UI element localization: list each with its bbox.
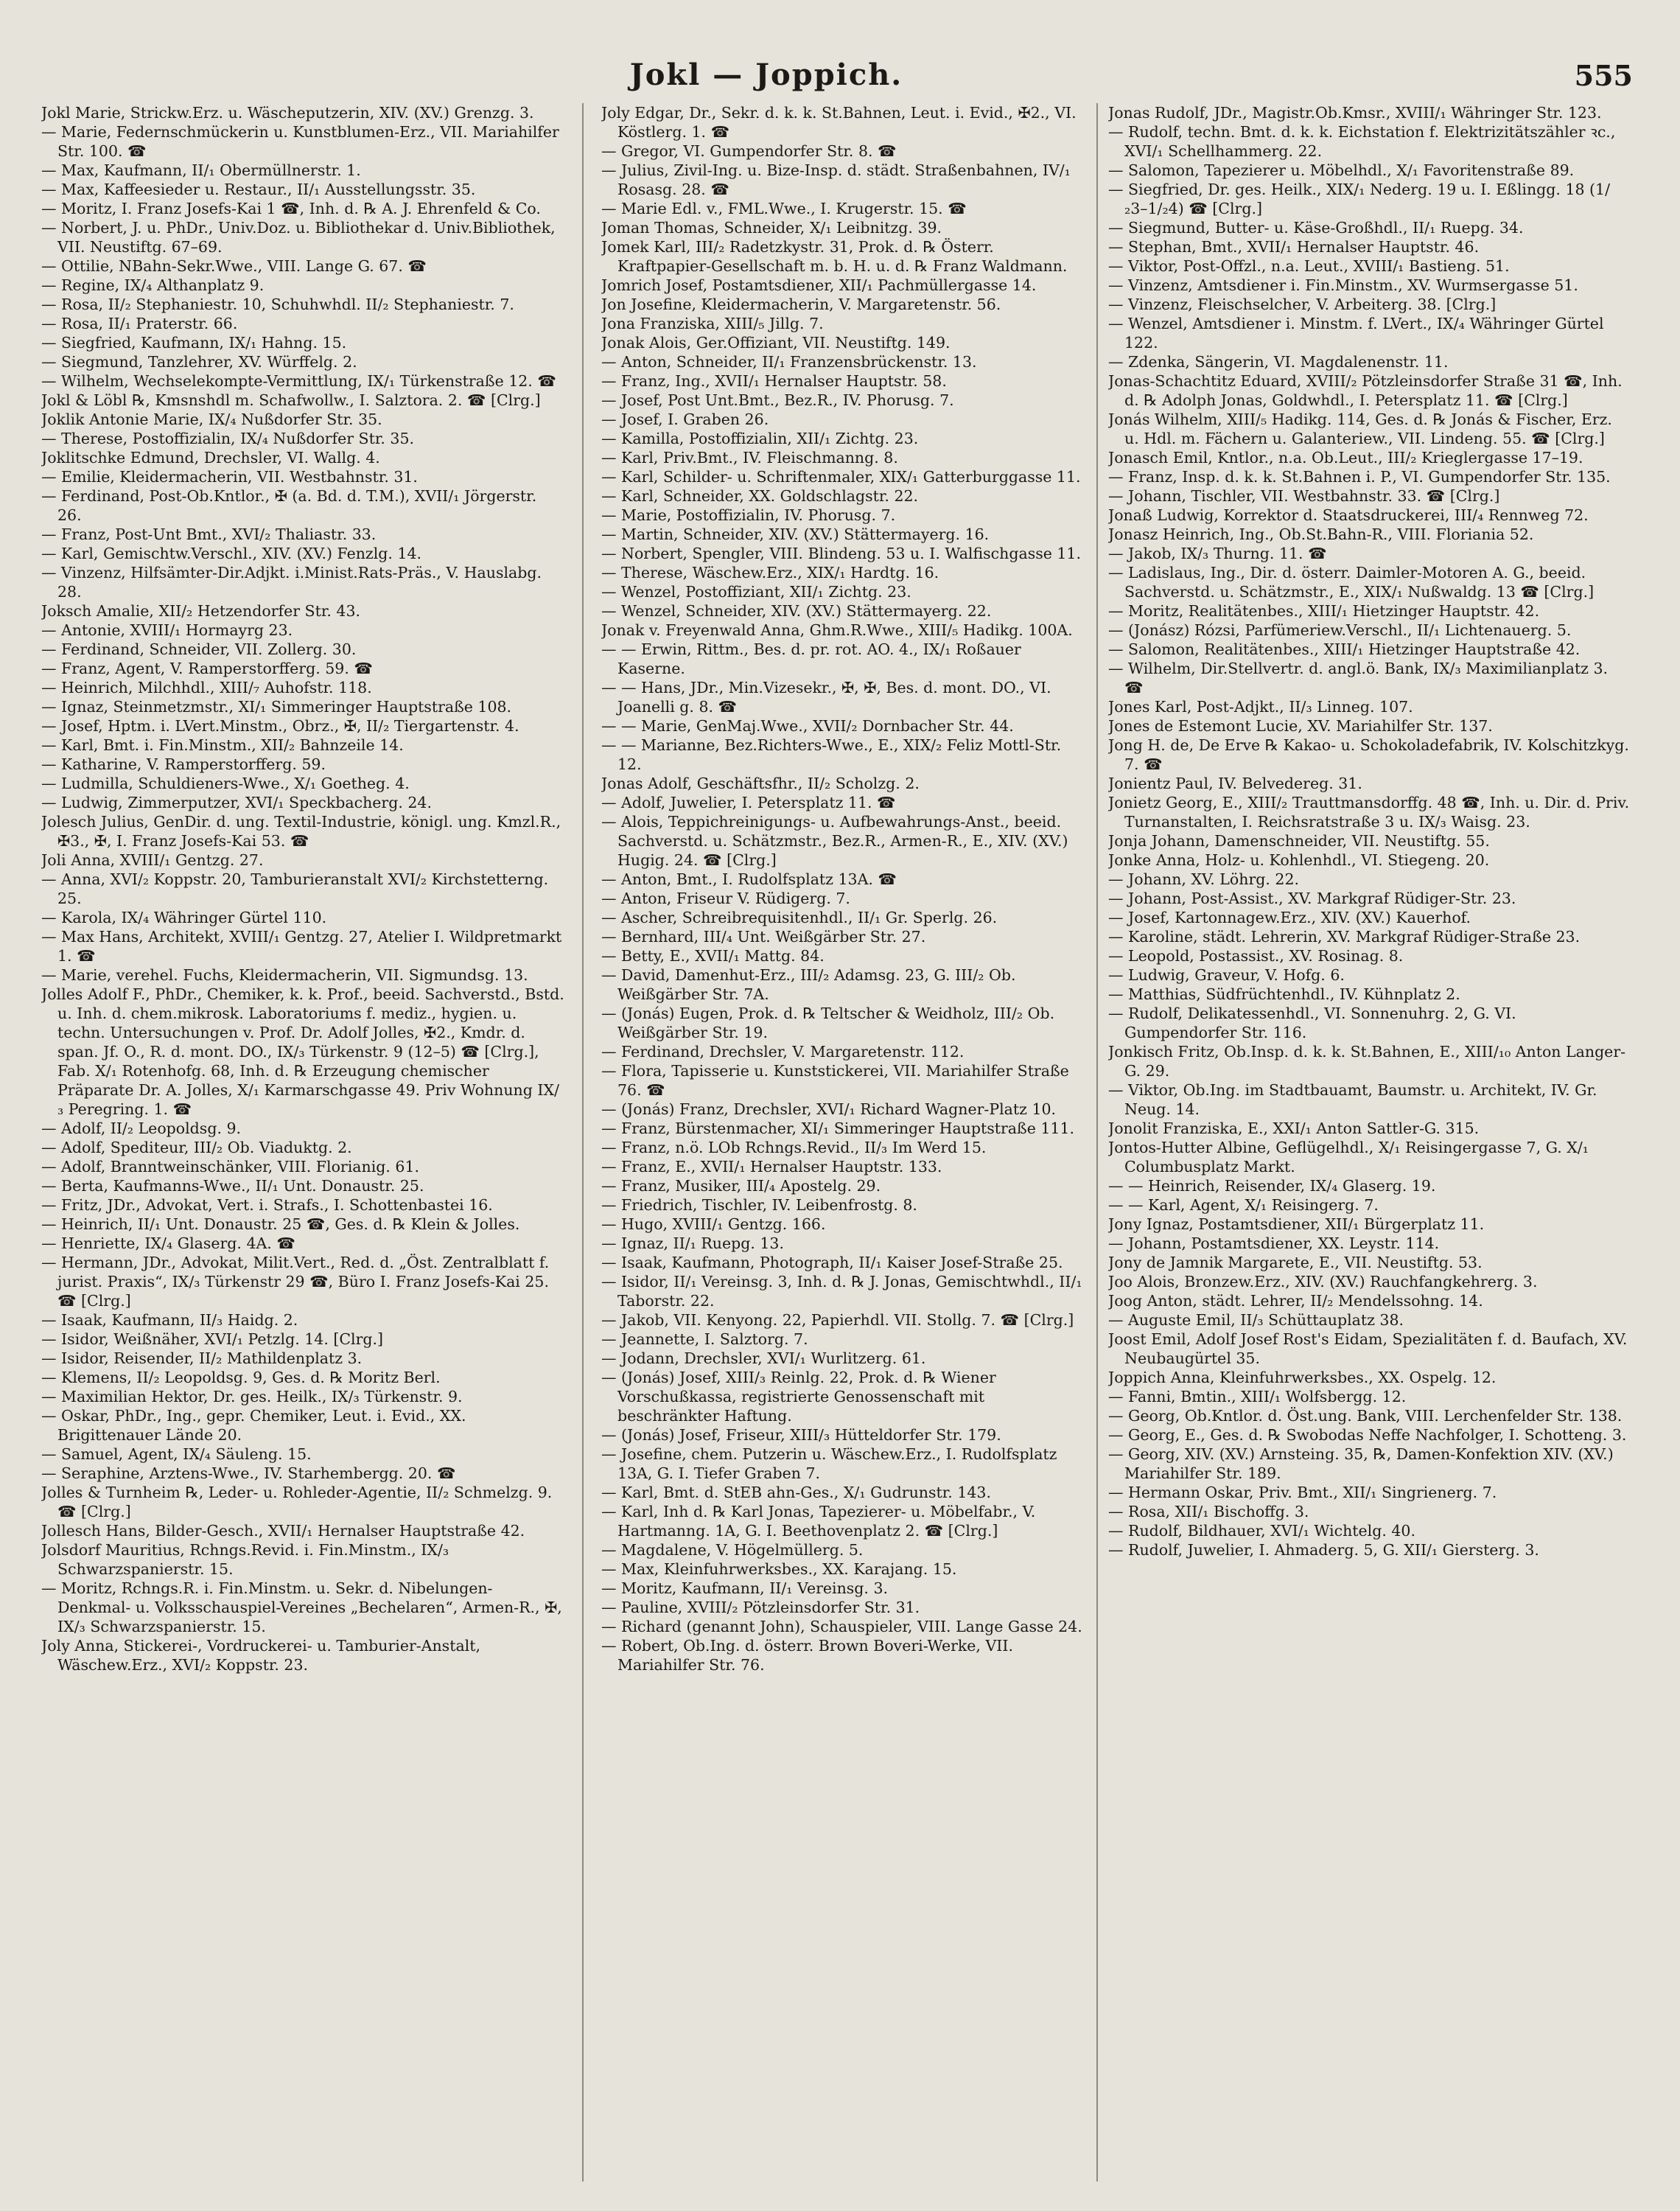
directory-entry: Jon Josefine, Kleidermacherin, V. Margaretenstr. 56. [601,296,1001,313]
directory-entry: — Jeannette, I. Salztorg. 7. [601,1330,808,1348]
directory-entry: — Marie, Federnschmückerin u. Kunstblumen-Erz., VII. Mariahilfer Str. 100. ☎ [41,123,559,160]
directory-entry: Jokl & Löbl ℞, Kmsnshdl m. Schafwollw., I. Salztora. 2. ☎ [Clrg.] [41,391,541,409]
directory-entry: — Adolf, Branntweinschänker, VIII. Florianig. 61. [41,1158,420,1176]
directory-entry: Jontos-Hutter Albine, Geflügelhdl., X/₁ Reisingergasse 7, G. X/₁ Columbusplatz Markt. [1108,1139,1589,1176]
directory-entry: — Franz, Musiker, III/₄ Apostelg. 29. [601,1177,881,1195]
directory-entry: — Jodann, Drechsler, XVI/₁ Wurlitzerg. 61. [601,1349,926,1367]
directory-entry: Jona Franziska, XIII/₅ Jillg. 7. [601,315,824,332]
directory-entry: Joo Alois, Bronzew.Erz., XIV. (XV.) Rauchfangkehrerg. 3. [1108,1273,1538,1290]
directory-entry: Jokl Marie, Strickw.Erz. u. Wäscheputzerin, XIV. (XV.) Grenzg. 3. [41,104,534,122]
directory-entry: — Ignaz, Steinmetzmstr., XI/₁ Simmeringer Hauptstraße 108. [41,698,512,716]
directory-entry: — Ferdinand, Schneider, VII. Zollerg. 30. [41,640,357,658]
directory-entry: — Hermann Oskar, Priv. Bmt., XII/₁ Singrienerg. 7. [1108,1484,1497,1501]
directory-entry: — (Jonász) Rózsi, Parfümeriew.Verschl., II/₁ Lichtenauerg. 5. [1108,621,1572,639]
directory-entry: — Katharine, V. Ramperstorfferg. 59. [41,755,326,773]
directory-entry: Jonientz Paul, IV. Belvedereg. 31. [1108,775,1362,792]
directory-entry: Jonaß Ludwig, Korrektor d. Staatsdruckerei, III/₄ Rennweg 72. [1108,506,1589,524]
directory-entry: — Max, Kleinfuhrwerksbes., XX. Karajang. 15. [601,1560,957,1578]
directory-entry: Jony Ignaz, Postamtsdiener, XII/₁ Bürgerplatz 11. [1108,1215,1485,1233]
directory-entry: Jolles & Turnheim ℞, Leder- u. Rohleder-Agentie, II/₂ Schmelzg. 9. ☎ [Clrg.] [41,1484,553,1520]
directory-entry: — Isidor, II/₁ Vereinsg. 3, Inh. d. ℞ J. Jonas, Gemischtwhdl., II/₁ Taborstr. 22. [601,1273,1082,1310]
directory-entry: Jonak v. Freyenwald Anna, Ghm.R.Wwe., XIII/₅ Hadikg. 100A. [601,621,1073,639]
directory-entry: — Franz, Post-Unt Bmt., XVI/₂ Thaliastr. 33. [41,525,377,543]
directory-entry: — Ferdinand, Drechsler, V. Margaretenstr. 112. [601,1043,965,1061]
directory-entry: — Franz, Bürstenmacher, XI/₁ Simmeringer Hauptstraße 111. [601,1120,1075,1137]
directory-entry: — Max Hans, Architekt, XVIII/₁ Gentzg. 27, Atelier I. Wildpretmarkt 1. ☎ [41,928,562,965]
directory-entry: — — Marianne, Bez.Richters-Wwe., E., XIX/₂ Feliz Mottl-Str. 12. [601,736,1062,773]
directory-entry: — Siegmund, Butter- u. Käse-Großhdl., II/₁ Ruepg. 34. [1108,219,1524,237]
directory-entry: Joksch Amalie, XII/₂ Hetzendorfer Str. 43. [41,602,361,620]
directory-entry: — Bernhard, III/₄ Unt. Weißgärber Str. 27. [601,928,926,946]
directory-entry: — Therese, Wäschew.Erz., XIX/₁ Hardtg. 16. [601,564,939,581]
directory-entry: — Karl, Bmt. i. Fin.Minstm., XII/₂ Bahnzeile 14. [41,736,404,754]
directory-entry: — Heinrich, Milchhdl., XIII/₇ Auhofstr. 118. [41,679,372,696]
directory-entry: — Richard (genannt John), Schauspieler, VIII. Lange Gasse 24. [601,1618,1082,1635]
directory-entry: — Georg, E., Ges. d. ℞ Swobodas Neffe Nachfolger, I. Schotteng. 3. [1108,1426,1627,1444]
directory-entry: Joppich Anna, Kleinfuhrwerksbes., XX. Ospelg. 12. [1108,1369,1497,1386]
directory-entry: Jony de Jamnik Margarete, E., VII. Neustiftg. 53. [1108,1254,1483,1271]
directory-entry: Jomrich Josef, Postamtsdiener, XII/₁ Pachmüllergasse 14. [601,276,1037,294]
directory-entry: — Josef, I. Graben 26. [601,411,769,428]
directory-entry: — Georg, XIV. (XV.) Arnsteing. 35, ℞, Damen-Konfektion XIV. (XV.) Mariahilfer Str. 189. [1108,1445,1614,1482]
directory-entry: — Adolf, Spediteur, III/₂ Ob. Viaduktg. 2. [41,1139,352,1156]
directory-entry: — Julius, Zivil-Ing. u. Bize-Insp. d. städt. Straßenbahnen, IV/₁ Rosasg. 28. ☎ [601,161,1071,198]
directory-entry: — Stephan, Bmt., XVII/₁ Hernalser Hauptstr. 46. [1108,238,1480,256]
directory-entry: — Adolf, Juwelier, I. Petersplatz 11. ☎ [601,794,896,811]
directory-entry: — Ferdinand, Post-Ob.Kntlor., ✠ (a. Bd. d. T.M.), XVII/₁ Jörgerstr. 26. [41,487,537,524]
directory-entry: — Karl, Schilder- u. Schriftenmaler, XIX/₁ Gatterburggasse 11. [601,468,1081,486]
directory-entry: Jolesch Julius, GenDir. d. ung. Textil-Industrie, königl. ung. Kmzl.R., ✠3., ✠, I. Franz Josefs-Kai 53. ☎ [41,813,561,850]
directory-entry: — Moritz, I. Franz Josefs-Kai 1 ☎, Inh. d. ℞ A. J. Ehrenfeld & Co. [41,200,541,217]
directory-entry: Joost Emil, Adolf Josef Rost's Eidam, Spezialitäten f. d. Baufach, XV. Neubaugürtel 35. [1108,1330,1628,1367]
directory-entry: — Flora, Tapisserie u. Kunststickerei, VII. Mariahilfer Straße 76. ☎ [601,1062,1069,1099]
directory-entry: — Anton, Schneider, II/₁ Franzensbrückenstr. 13. [601,353,977,371]
directory-entry: Joklitschke Edmund, Drechsler, VI. Wallg. 4. [41,449,380,467]
directory-entry: — Betty, E., XVII/₁ Mattg. 84. [601,947,825,965]
directory-entry: — Rudolf, Delikatessenhdl., VI. Sonnenuhrg. 2, G. VI. Gumpendorfer Str. 116. [1108,1005,1516,1041]
directory-entry: Jonke Anna, Holz- u. Kohlenhdl., VI. Stiegeng. 20. [1108,851,1490,869]
directory-entry: — Kamilla, Postoffizialin, XII/₁ Zichtg. 23. [601,430,919,447]
directory-entry: Jonas Rudolf, JDr., Magistr.Ob.Kmsr., XVIII/₁ Währinger Str. 123. [1108,104,1602,122]
directory-entry: — Rosa, XII/₁ Bischoffg. 3. [1108,1503,1309,1520]
directory-entry: — Salomon, Realitätenbes., XIII/₁ Hietzinger Hauptstraße 42. [1108,640,1581,658]
directory-entry: — Siegmund, Tanzlehrer, XV. Würffelg. 2. [41,353,357,371]
directory-entry: — Wilhelm, Wechselekompte-Vermittlung, IX/₁ Türkenstraße 12. ☎ [41,372,556,390]
directory-entry: — Maximilian Hektor, Dr. ges. Heilk., IX/₃ Türkenstr. 9. [41,1388,463,1405]
directory-entry: — Isaak, Kaufmann, Photograph, II/₁ Kaiser Josef-Straße 25. [601,1254,1063,1271]
directory-entry: — Marie, Postoffizialin, IV. Phorusg. 7. [601,506,896,524]
directory-entry: — Emilie, Kleidermacherin, VII. Westbahnstr. 31. [41,468,418,486]
directory-entry: — (Jonás) Josef, Friseur, XIII/₃ Hütteldorfer Str. 179. [601,1426,1001,1444]
directory-entry: — Isidor, Weißnäher, XVI/₁ Petzlg. 14. [Clrg.] [41,1330,384,1348]
directory-entry: Jong H. de, De Erve ℞ Kakao- u. Schokoladefabrik, IV. Kolschitzkyg. 7. ☎ [1108,736,1629,773]
directory-entry: — Rudolf, Bildhauer, XVI/₁ Wichtelg. 40. [1108,1522,1415,1540]
directory-entry: — Anton, Friseur V. Rüdigerg. 7. [601,890,850,907]
directory-entry: — Isidor, Reisender, II/₂ Mathildenplatz 3. [41,1349,363,1367]
directory-entry: — Josef, Post Unt.Bmt., Bez.R., IV. Phorusg. 7. [601,391,954,409]
directory-entry: — Jakob, VII. Kenyong. 22, Papierhdl. VII. Stollg. 7. ☎ [Clrg.] [601,1311,1074,1329]
directory-entry: — Karl, Priv.Bmt., IV. Fleischmanng. 8. [601,449,898,467]
running-head [0,57,1680,102]
directory-entry: — Klemens, II/₂ Leopoldsg. 9, Ges. d. ℞ Moritz Berl. [41,1369,441,1386]
directory-entry: — Max, Kaffeesieder u. Restaur., II/₁ Ausstellungsstr. 35. [41,181,476,198]
directory-entry: Jollesch Hans, Bilder-Gesch., XVII/₁ Hernalser Hauptstraße 42. [41,1522,525,1540]
directory-entry: — Karoline, städt. Lehrerin, XV. Markgraf Rüdiger-Straße 23. [1108,928,1581,946]
directory-entry: — Franz, Insp. d. k. k. St.Bahnen i. P., VI. Gumpendorfer Str. 135. [1108,468,1611,486]
directory-entry: — Matthias, Südfrüchtenhdl., IV. Kühnplatz 2. [1108,985,1460,1003]
directory-entry: Joog Anton, städt. Lehrer, II/₂ Mendelssohng. 14. [1108,1292,1483,1310]
directory-entry: Joli Anna, XVIII/₁ Gentzg. 27. [41,851,264,869]
directory-entry: — Ludwig, Zimmerputzer, XVI/₁ Speckbacherg. 24. [41,794,432,811]
directory-entry: — Fanni, Bmtin., XIII/₁ Wolfsbergg. 12. [1108,1388,1407,1405]
directory-entry: — Viktor, Ob.Ing. im Stadtbauamt, Baumstr. u. Architekt, IV. Gr. Neug. 14. [1108,1081,1597,1118]
directory-entry: — Karl, Inh d. ℞ Karl Jonas, Tapezierer- u. Möbelfabr., V. Hartmanng. 1A, G. I. Beethovenplatz 2. ☎ [Clrg.] [601,1503,1036,1540]
directory-entry: — Karl, Schneider, XX. Goldschlagstr. 22. [601,487,919,505]
directory-entry: — Wenzel, Schneider, XIV. (XV.) Stättermayerg. 22. [601,602,992,620]
directory-entry: — Rosa, II/₂ Stephaniestr. 10, Schuhwhdl. II/₂ Stephaniestr. 7. [41,296,514,313]
directory-entry: Joly Anna, Stickerei-, Vordruckerei- u. Tamburier-Anstalt, Wäschew.Erz., XVI/₂ Koppstr. 23. [41,1637,480,1674]
directory-entry: Jonas-Schachtitz Eduard, XVIII/₂ Pötzleinsdorfer Straße 31 ☎, Inh. d. ℞ Adolph Jonas, Goldwhdl., I. Petersplatz 11. ☎ [Clrg.] [1108,372,1623,409]
column-divider [582,103,584,2182]
directory-entry: — Oskar, PhDr., Ing., gepr. Chemiker, Leut. i. Evid., XX. Brigittenauer Lände 20. [41,1407,466,1444]
directory-entry: — Karola, IX/₄ Währinger Gürtel 110. [41,909,327,926]
directory-entry: Jones Karl, Post-Adjkt., II/₃ Linneg. 107. [1108,698,1413,716]
column-divider [1096,103,1098,2182]
directory-entry: — Anton, Bmt., I. Rudolfsplatz 13A. ☎ [601,870,897,888]
directory-entry: Jonkisch Fritz, Ob.Insp. d. k. k. St.Bahnen, E., XIII/₁₀ Anton Langer-G. 29. [1108,1043,1626,1080]
directory-entry: Jonás Wilhelm, XIII/₅ Hadikg. 114, Ges. d. ℞ Jonás & Fischer, Erz. u. Hdl. m. Fächern u. Galanteriew., VII. Lindeng. 55. ☎ [Clrg.] [1108,411,1612,447]
directory-entry: — Auguste Emil, II/₃ Schüttauplatz 38. [1108,1311,1404,1329]
directory-entry: — Ludmilla, Schuldieners-Wwe., X/₁ Goetheg. 4. [41,775,410,792]
directory-entry: — — Karl, Agent, X/₁ Reisingerg. 7. [1108,1196,1379,1214]
directory-entry: — Johann, Tischler, VII. Westbahnstr. 33. ☎ [Clrg.] [1108,487,1500,505]
directory-entry: — (Jonás) Eugen, Prok. d. ℞ Teltscher & Weidholz, III/₂ Ob. Weißgärber Str. 19. [601,1005,1055,1041]
directory-entry: — Wilhelm, Dir.Stellvertr. d. angl.ö. Bank, IX/₃ Maximilianplatz 3. ☎ [1108,660,1609,696]
directory-entry: — Max, Kaufmann, II/₁ Obermüllnerstr. 1. [41,161,361,179]
directory-entry: — Magdalene, V. Högelmüllerg. 5. [601,1541,864,1559]
directory-entry: — Georg, Ob.Kntlor. d. Öst.ung. Bank, VIII. Lerchenfelder Str. 138. [1108,1407,1623,1425]
directory-entry: — Vinzenz, Fleischselcher, V. Arbeiterg. 38. [Clrg.] [1108,296,1497,313]
directory-entry: — Anna, XVI/₂ Koppstr. 20, Tamburieranstalt XVI/₂ Kirchstetterng. 25. [41,870,549,907]
directory-entry: Jones de Estemont Lucie, XV. Mariahilfer Str. 137. [1108,717,1493,735]
directory-entry: — Franz, n.ö. LOb Rchngs.Revid., II/₃ Im Werd 15. [601,1139,987,1156]
directory-entry: — Ascher, Schreibrequisitenhdl., II/₁ Gr. Sperlg. 26. [601,909,998,926]
directory-entry: — Therese, Postoffizialin, IX/₄ Nußdorfer Str. 35. [41,430,415,447]
directory-entry: — Norbert, J. u. PhDr., Univ.Doz. u. Bibliothekar d. Univ.Bibliothek, VII. Neustiftg. 67–69. [41,219,556,256]
directory-entry: Joman Thomas, Schneider, X/₁ Leibnitzg. 39. [601,219,942,237]
directory-entry: — Hermann, JDr., Advokat, Milit.Vert., Red. d. „Öst. Zentralblatt f. jurist. Praxis“, IX/₃ Türkenstr 29 ☎, Büro I. Franz Josefs-Kai 25. ☎ [Clrg.] [41,1254,550,1310]
directory-entry: — Norbert, Spengler, VIII. Blindeng. 53 u. I. Walfischgasse 11. [601,545,1081,562]
directory-entry: — (Jonás) Josef, XIII/₃ Reinlg. 22, Prok. d. ℞ Wiener Vorschußkassa, registrierte Genossenschaft mit beschränkter Haftung. [601,1369,996,1425]
directory-entry: — Ludwig, Graveur, V. Hofg. 6. [1108,966,1345,984]
directory-entry: — Josefine, chem. Putzerin u. Wäschew.Erz., I. Rudolfsplatz 13A, G. I. Tiefer Graben 7. [601,1445,1057,1482]
directory-entry: — Franz, E., XVII/₁ Hernalser Hauptstr. 133. [601,1158,942,1176]
directory-entry: — Moritz, Realitätenbes., XIII/₁ Hietzinger Hauptstr. 42. [1108,602,1540,620]
directory-entry: — Johann, Post-Assist., XV. Markgraf Rüdiger-Str. 23. [1108,890,1516,907]
directory-entry: Jolles Adolf F., PhDr., Chemiker, k. k. Prof., beeid. Sachverstd., Bstd. u. Inh. d. chem.mikrosk. Laboratoriums f. mediz., hygien. u. techn. Untersuchungen v. Prof. Dr. Adolf Jolles, ✠2., Kmdr. d. span. Jf. O., R. d. mont. DO., IX/₃ Türkenstr. 9 (12–5) ☎ [Clrg.], Fab. X/₁ Rotenhofg. 68, Inh. d. ℞ Erzeugung chemischer Präparate Dr. A. Jolles, X/₁ Karmarschgasse 49. Priv Wohnung IX/₃ Peregring. 1. ☎ [41,985,564,1118]
directory-entry: — Antonie, XVIII/₁ Hormayrg 23. [41,621,293,639]
directory-entry: — Robert, Ob.Ing. d. österr. Brown Boveri-Werke, VII. Mariahilfer Str. 76. [601,1637,1013,1674]
directory-entry: Jolsdorf Mauritius, Rchngs.Revid. i. Fin.Minstm., IX/₃ Schwarzspanierstr. 15. [41,1541,449,1578]
directory-entry: — Samuel, Agent, IX/₄ Säuleng. 15. [41,1445,312,1463]
directory-entry: — Adolf, II/₂ Leopoldsg. 9. [41,1120,242,1137]
directory-entry: Jonasz Heinrich, Ing., Ob.St.Bahn-R., VIII. Floriania 52. [1108,525,1534,543]
directory-entry: — — Hans, JDr., Min.Vizesekr., ✠, ✠, Bes. d. mont. DO., VI. Joanelli g. 8. ☎ [601,679,1051,716]
directory-entry: Joklik Antonie Marie, IX/₄ Nußdorfer Str. 35. [41,411,382,428]
directory-entry: — Hugo, XVIII/₁ Gentzg. 166. [601,1215,826,1233]
directory-entry: Jonietz Georg, E., XIII/₂ Trauttmansdorffg. 48 ☎, Inh. u. Dir. d. Priv. Turnanstalten, I. Reichsratstraße 3 u. IX/₃ Waisg. 23. [1108,794,1630,831]
directory-entry: — Jakob, IX/₃ Thurng. 11. ☎ [1108,545,1327,562]
directory-entry: — Josef, Kartonnagew.Erz., XIV. (XV.) Kauerhof. [1108,909,1471,926]
directory-entry: — Ottilie, NBahn-Sekr.Wwe., VIII. Lange G. 67. ☎ [41,257,427,275]
directory-entry: — Viktor, Post-Offzl., n.a. Leut., XVIII/₁ Bastieng. 51. [1108,257,1510,275]
directory-entry: — Vinzenz, Hilfsämter-Dir.Adjkt. i.Minist.Rats-Präs., V. Hauslabg. 28. [41,564,542,601]
directory-entry: — Josef, Hptm. i. LVert.Minstm., Obrz., ✠, II/₂ Tiergartenstr. 4. [41,717,519,735]
directory-entry: — Karl, Gemischtw.Verschl., XIV. (XV.) Fenzlg. 14. [41,545,422,562]
directory-entry: Jonasch Emil, Kntlor., n.a. Ob.Leut., III/₂ Krieglergasse 17–19. [1108,449,1583,467]
directory-entry: — (Jonás) Franz, Drechsler, XVI/₁ Richard Wagner-Platz 10. [601,1100,1057,1118]
directory-entry: Jonja Johann, Damenschneider, VII. Neustiftg. 55. [1108,832,1490,850]
directory-entry: — Martin, Schneider, XIV. (XV.) Stättermayerg. 16. [601,525,990,543]
directory-entry: — Gregor, VI. Gumpendorfer Str. 8. ☎ [601,142,897,160]
directory-entry: — Johann, Postamtsdiener, XX. Leystr. 114. [1108,1234,1440,1252]
directory-entry: — Fritz, JDr., Advokat, Vert. i. Strafs., I. Schottenbastei 16. [41,1196,493,1214]
directory-entry: — Rudolf, techn. Bmt. d. k. k. Eichstation f. Elektrizitätszähler ꝛc., XVI/₁ Schellhammerg. 22. [1108,123,1616,160]
directory-entry: — Alois, Teppichreinigungs- u. Aufbewahrungs-Anst., beeid. Sachverstd. u. Schätzmstr., Bez.R., Armen-R., E., XIV. (XV.) Hugig. 24. ☎ [Clrg.] [601,813,1068,869]
directory-entry: — Berta, Kaufmanns-Wwe., II/₁ Unt. Donaustr. 25. [41,1177,424,1195]
directory-entry: — Wenzel, Amtsdiener i. Minstm. f. LVert., IX/₄ Währinger Gürtel 122. [1108,315,1604,352]
directory-entry: — Franz, Agent, V. Ramperstorfferg. 59. ☎ [41,660,373,677]
directory-entry: — — Marie, GenMaj.Wwe., XVII/₂ Dornbacher Str. 44. [601,717,1014,735]
column-1 [41,103,564,2189]
directory-entry: — Friedrich, Tischler, IV. Leibenfrostg. 8. [601,1196,917,1214]
directory-entry: — — Heinrich, Reisender, IX/₄ Glaserg. 19. [1108,1177,1436,1195]
directory-entry: Jonak Alois, Ger.Offiziant, VII. Neustiftg. 149. [601,334,951,352]
directory-entry: — Moritz, Rchngs.R. i. Fin.Minstm. u. Sekr. d. Nibelungen-Denkmal- u. Volksschauspiel-Vereines „Bechelaren“, Armen-R., ✠, IX/₃ Schwarzspanierstr. 15. [41,1579,562,1635]
directory-entry: — Marie Edl. v., FML.Wwe., I. Krugerstr. 15. ☎ [601,200,967,217]
directory-entry: Jonolit Franziska, E., XXI/₁ Anton Sattler-G. 315. [1108,1120,1480,1137]
directory-entry: — Karl, Bmt. d. StEB ahn-Ges., X/₁ Gudrunstr. 143. [601,1484,991,1501]
directory-entry: Jomek Karl, III/₂ Radetzkystr. 31, Prok. d. ℞ Österr. Kraftpapier-Gesellschaft m. b. H. u. d. ℞ Franz Waldmann. [601,238,1068,275]
directory-entry: — Marie, verehel. Fuchs, Kleidermacherin, VII. Sigmundsg. 13. [41,966,528,984]
directory-entry: — Siegfried, Dr. ges. Heilk., XIX/₁ Nederg. 19 u. I. Eßlingg. 18 (1/₂3–1/₂4) ☎ [Clrg.] [1108,181,1610,217]
directory-entry: — Rosa, II/₁ Praterstr. 66. [41,315,238,332]
column-2 [601,103,1086,2189]
directory-entry: — Moritz, Kaufmann, II/₁ Vereinsg. 3. [601,1579,889,1597]
directory-entry: — David, Damenhut-Erz., III/₂ Adamsg. 23, G. III/₂ Ob. Weißgärber Str. 7A. [601,966,1016,1003]
page-title: Jokl — Joppich. [629,57,903,92]
directory-entry: — Johann, XV. Löhrg. 22. [1108,870,1300,888]
directory-entry: — Seraphine, Arztens-Wwe., IV. Starhembergg. 20. ☎ [41,1464,456,1482]
directory-entry: — — Erwin, Rittm., Bes. d. pr. rot. AO. 4., IX/₁ Roßauer Kaserne. [601,640,1021,677]
directory-entry: — Ladislaus, Ing., Dir. d. österr. Daimler-Motoren A. G., beeid. Sachverstd. u. Schätzmstr., E., XIX/₁ Nußwaldg. 13 ☎ [Clrg.] [1108,564,1595,601]
directory-entry: — Regine, IX/₄ Althanplatz 9. [41,276,265,294]
directory-entry: — Rudolf, Juwelier, I. Ahmaderg. 5, G. XII/₁ Giersterg. 3. [1108,1541,1539,1559]
directory-entry: — Wenzel, Postoffiziant, XII/₁ Zichtg. 23. [601,583,911,601]
page-number: 555 [1574,59,1633,92]
directory-entry: — Leopold, Postassist., XV. Rosinag. 8. [1108,947,1404,965]
directory-entry: — Pauline, XVIII/₂ Pötzleinsdorfer Str. 31. [601,1599,920,1616]
directory-entry: — Siegfried, Kaufmann, IX/₁ Hahng. 15. [41,334,347,352]
directory-entry: — Isaak, Kaufmann, II/₃ Haidg. 2. [41,1311,298,1329]
directory-entry: — Zdenka, Sängerin, VI. Magdalenenstr. 11. [1108,353,1449,371]
directory-entry: Joly Edgar, Dr., Sekr. d. k. k. St.Bahnen, Leut. i. Evid., ✠2., VI. Köstlerg. 1. ☎ [601,104,1077,141]
directory-entry: — Henriette, IX/₄ Glaserg. 4A. ☎ [41,1234,295,1252]
directory-entry: — Salomon, Tapezierer u. Möbelhdl., X/₁ Favoritenstraße 89. [1108,161,1575,179]
directory-entry: — Vinzenz, Amtsdiener i. Fin.Minstm., XV. Wurmsergasse 51. [1108,276,1578,294]
directory-entry: — Heinrich, II/₁ Unt. Donaustr. 25 ☎, Ges. d. ℞ Klein & Jolles. [41,1215,520,1233]
column-3 [1108,103,1630,2189]
directory-entry: Jonas Adolf, Geschäftsfhr., II/₂ Scholzg. 2. [601,775,920,792]
directory-entry: — Franz, Ing., XVII/₁ Hernalser Hauptstr. 58. [601,372,947,390]
directory-entry: — Ignaz, II/₁ Ruepg. 13. [601,1234,784,1252]
